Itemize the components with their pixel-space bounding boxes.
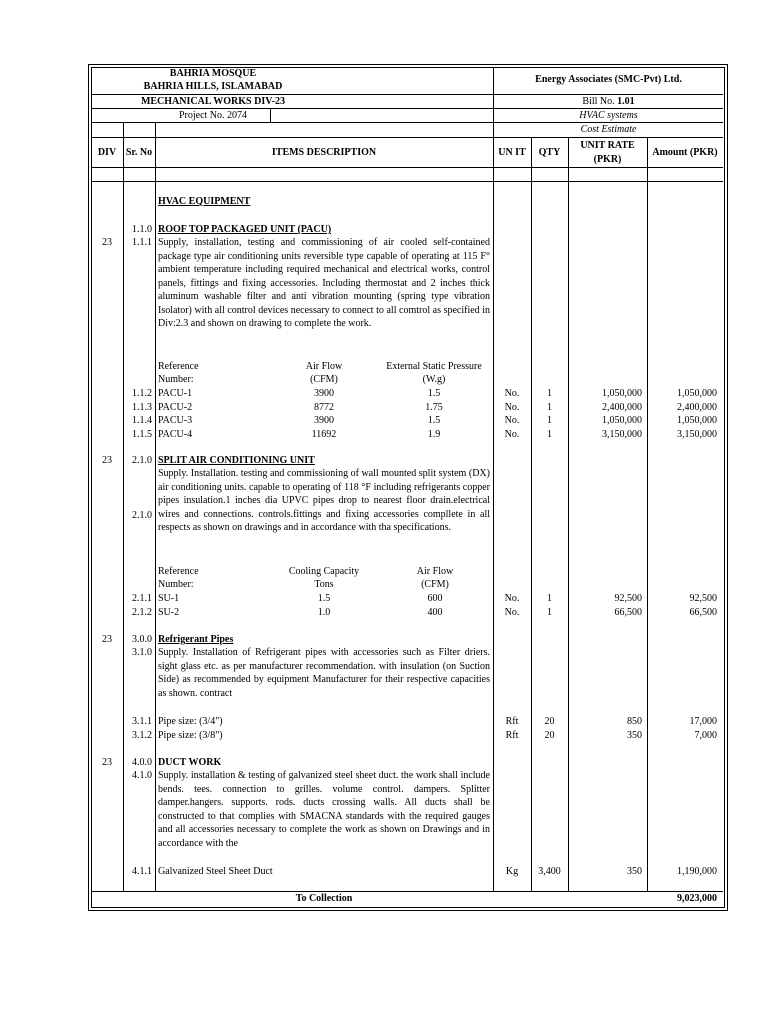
- item-unit-rate: 1,050,000: [602, 415, 642, 426]
- item-spec-1: 3900: [314, 388, 334, 399]
- item-unit: No.: [504, 593, 520, 604]
- pacu-desc-no: 1.1.1: [132, 237, 152, 248]
- project-number: Project No. 2074: [178, 110, 248, 121]
- pipes-div: 23: [102, 634, 112, 645]
- item-unit-rate: 850: [627, 716, 642, 727]
- item-qty: 1: [547, 593, 552, 604]
- item-unit: Rft: [505, 716, 519, 727]
- item-qty: 1: [547, 606, 552, 618]
- pacu-section-no: 1.1.0: [132, 224, 152, 235]
- split-ref-label: Reference: [158, 566, 199, 577]
- project-name: BAHRIA MOSQUE: [169, 68, 257, 79]
- item-unit-rate: 3,150,000: [602, 428, 642, 440]
- pacu-ref-label: Reference: [158, 361, 199, 372]
- item-qty: 1: [547, 428, 552, 440]
- item-name: SU-1: [158, 593, 180, 604]
- item-spec-2: 1.75: [425, 401, 443, 413]
- item-spec-2: 1.5: [427, 388, 441, 399]
- item-sr-no: 1.1.3: [132, 401, 152, 413]
- split-ref-label-2: Number:: [158, 579, 194, 590]
- item-spec-1: 1.0: [317, 606, 331, 618]
- col-header-desc: ITEMS DESCRIPTION: [271, 147, 377, 158]
- item-name: Pipe size: (3/8"): [158, 729, 223, 741]
- col-header-sr: Sr. No: [125, 147, 153, 158]
- item-sr-no: 1.1.2: [132, 388, 152, 399]
- collection-label: To Collection: [295, 893, 353, 904]
- header-divider-6: [91, 181, 723, 182]
- item-spec-2: 400: [427, 606, 443, 618]
- estimate-label: Cost Estimate: [580, 124, 637, 135]
- col-header-rate: UNIT RATE: [580, 140, 635, 151]
- item-sr-no: 1.1.5: [132, 428, 152, 440]
- item-name: PACU-4: [158, 428, 193, 440]
- bill-number: Bill No. 1.01: [582, 96, 635, 107]
- duct-section-title: DUCT WORK: [158, 757, 222, 768]
- item-unit: No.: [504, 388, 520, 399]
- pipes-section-no: 3.0.0: [132, 634, 152, 645]
- project-location: BAHRIA HILLS, ISLAMABAD: [143, 81, 283, 92]
- col-line-qty: [568, 137, 569, 891]
- item-amount: 17,000: [689, 716, 717, 727]
- item-unit-rate: 2,400,000: [602, 401, 642, 413]
- item-unit: No.: [504, 428, 520, 440]
- item-qty: 1: [547, 415, 552, 426]
- split-desc-no: 2.1.0: [132, 510, 152, 521]
- item-unit: No.: [504, 415, 520, 426]
- split-col-capacity-unit: Tons: [314, 579, 334, 590]
- pacu-description: Supply, installation, testing and commissioning of air cooled self-contained package type air conditioning units reversible type capable of operating at 115 F° ambient temperature including required mechanical and electrical works, control panels, fittings and fixing accessories. Including thermostat and 2 inches thick aluminum washable filter and anti vibration mounting (spring type vibration Isolator) with all control devices necessary to connect to all comtrol as specified in Div:2.3 and shown on drawing to complete the work.: [158, 237, 490, 329]
- duct-description: Supply. installation & testing of galvanized steel sheet duct. the work shall include bends. tees. connection to grilles. volume control. dampers. Splitter damper.hangers. supports. rods. ducts crossing walls. All ducts shall be constructed to that complies with SMACNA standards with the required gauges and all accessories necessary to complete the work as shown on Drawings and in accordance with the: [158, 770, 490, 849]
- pacu-col-pressure-unit: (W.g): [422, 374, 446, 385]
- item-sr-no: 3.1.1: [132, 716, 152, 727]
- item-amount: 3,150,000: [677, 428, 717, 440]
- item-sr-no: 1.1.4: [132, 415, 152, 426]
- col-line-sr: [155, 122, 156, 891]
- item-amount: 7,000: [694, 729, 717, 741]
- item-name: PACU-1: [158, 388, 193, 399]
- item-amount: 2,400,000: [677, 401, 717, 413]
- pipes-section-title: Refrigerant Pipes: [158, 634, 234, 645]
- pacu-section-title: ROOF TOP PACKAGED UNIT (PACU): [158, 224, 332, 235]
- item-qty: 1: [547, 388, 552, 399]
- pacu-div: 23: [102, 237, 112, 248]
- item-spec-1: 1.5: [317, 593, 331, 604]
- split-section-no: 2.1.0: [132, 455, 152, 466]
- item-sr-no: 2.1.1: [132, 593, 152, 604]
- item-unit: Kg: [505, 866, 519, 877]
- duct-div: 23: [102, 757, 112, 768]
- item-name: Pipe size: (3/4"): [158, 716, 223, 727]
- item-unit-rate: 1,050,000: [602, 388, 642, 399]
- split-div: 23: [102, 455, 112, 466]
- item-spec-1: 11692: [311, 428, 337, 440]
- split-col-airflow: Air Flow: [416, 566, 454, 577]
- col-header-unit: UN IT: [498, 147, 526, 158]
- item-unit-rate: 350: [627, 729, 642, 741]
- item-spec-2: 600: [427, 593, 443, 604]
- item-amount: 92,500: [689, 593, 717, 604]
- system-name: HVAC systems: [579, 110, 638, 121]
- works-title: MECHANICAL WORKS DIV-23: [140, 96, 286, 107]
- col-header-qty: QTY: [538, 147, 561, 158]
- split-description: Supply. Installation. testing and commissioning of wall mounted split system (DX) air conditioning units. capable to operating of 118 °F including refrigerants copper pipes insulation.1 inches dia UPVC pipes drop to nearest floor drain.electrical wires and connections. controls.fittings and fixing accessories compllete in all respects as shown on drawings and in accordance with tha specifications.: [158, 468, 490, 533]
- item-unit: No.: [504, 401, 520, 413]
- col-line-unit: [531, 137, 532, 891]
- item-spec-2: 1.5: [427, 415, 441, 426]
- header-divider-5: [91, 167, 723, 168]
- header-divider-4: [91, 137, 723, 138]
- item-name: SU-2: [158, 606, 180, 618]
- col-header-div: DIV: [97, 147, 117, 158]
- item-unit: Rft: [505, 729, 519, 741]
- company-name: Energy Associates (SMC-Pvt) Ltd.: [535, 74, 682, 85]
- item-unit-rate: 350: [627, 866, 642, 877]
- item-amount: 1,190,000: [677, 866, 717, 877]
- split-section-title: SPLIT AIR CONDITIONING UNIT: [158, 455, 315, 466]
- item-amount: 1,050,000: [677, 415, 717, 426]
- pipes-description: Supply. Installation of Refrigerant pipes with accessories such as Filter driers. sight glass etc. as per manufacturer recommendation. with insulation (on Suction Side) as recommended by equipment Manufacturer for their respective capacities as shown. contract: [158, 647, 490, 699]
- item-unit: No.: [504, 606, 520, 618]
- split-col-capacity: Cooling Capacity: [288, 566, 360, 577]
- pacu-ref-label-2: Number:: [158, 374, 194, 385]
- duct-section-no: 4.0.0: [132, 757, 152, 768]
- col-header-rate-unit: (PKR): [593, 154, 622, 165]
- item-amount: 1,050,000: [677, 388, 717, 399]
- pipes-desc-no: 3.1.0: [132, 647, 152, 658]
- pacu-col-pressure: External Static Pressure: [386, 361, 482, 372]
- item-sr-no: 2.1.2: [132, 606, 152, 618]
- item-qty: 20: [544, 729, 555, 741]
- item-qty: 3,400: [538, 866, 561, 877]
- collection-total: 9,023,000: [677, 893, 717, 904]
- item-qty: 20: [544, 716, 555, 727]
- item-spec-2: 1.9: [427, 428, 441, 440]
- item-sr-no: 4.1.1: [132, 866, 152, 877]
- item-name: PACU-3: [158, 415, 193, 426]
- col-header-amount: Amount (PKR): [652, 147, 718, 158]
- item-qty: 1: [547, 401, 552, 413]
- item-spec-1: 8772: [314, 401, 334, 413]
- item-sr-no: 3.1.2: [132, 729, 152, 741]
- item-name: Galvanized Steel Sheet Duct: [158, 866, 273, 877]
- item-name: PACU-2: [158, 401, 193, 413]
- item-spec-1: 3900: [314, 415, 334, 426]
- item-unit-rate: 92,500: [614, 593, 642, 604]
- split-col-airflow-unit: (CFM): [421, 579, 449, 590]
- section-title-hvac: HVAC EQUIPMENT: [158, 196, 251, 207]
- duct-desc-no: 4.1.0: [132, 770, 152, 781]
- pacu-col-airflow: Air Flow: [305, 361, 343, 372]
- pacu-col-airflow-unit: (CFM): [310, 374, 338, 385]
- item-unit-rate: 66,500: [614, 606, 642, 618]
- col-line-desc: [493, 137, 494, 891]
- item-amount: 66,500: [689, 606, 717, 618]
- col-line-rate: [647, 137, 648, 891]
